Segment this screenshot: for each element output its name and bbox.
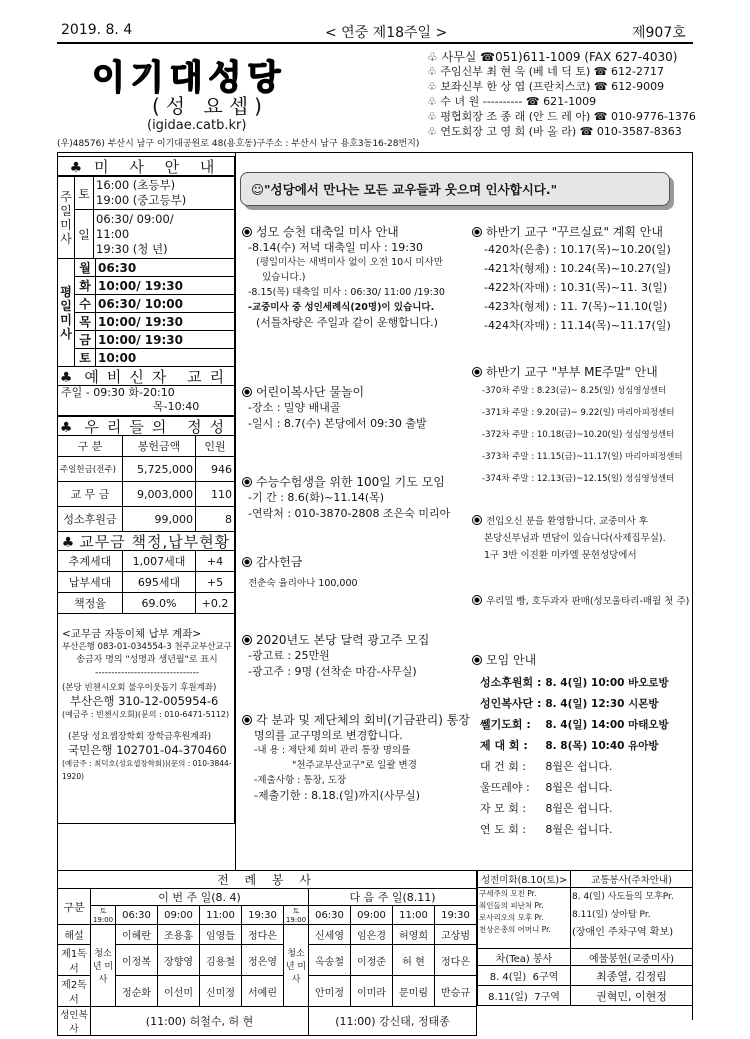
notice-item: 하반기 교구 "부부 ME주말" 안내 -370차 주말 : 8.23(금)~ 8.25(일) 성심영성센터 -371차 주말 : 9.20(금)~ 9.22(일) 마리아피정센터 -372차 주말 : 10.18(금)~10.20(일) 성심영성센터 -373차 주말 : 11.15(금)~11.17(일) 마리아피정센터 -374차 주말 : 12.13(금)~12.15(일) 성심영성센터 [472,364,692,514]
offering-header-category: 구 분 [58,436,123,457]
offering-row-amount: 99,000 [123,507,196,532]
offering-row-count: 110 [196,482,235,507]
weekday-wed-time: 06:30/ 10:00 [96,295,235,313]
dues-row-change: +0.2 [196,593,235,614]
saturday-times: 16:00 (초등부) 19:00 (중고등부) [94,177,235,210]
service-side-table [477,870,693,1006]
bullet-icon [472,227,482,237]
meetings: 모임 안내 성소후원회 : 8. 4(일) 10:00 바오로방 성인복사단 : 8. 4(일) 12:30 시몬방 쎌기도회 : 8. 4(일) 14:00 마태오방 제 대 회 : 8. 8(목) 10:40 유아방 대 건 회 : 8월은 쉽니다. 울뜨레야 : 8월은 쉽니다. 자 모 회 : 8월은 쉽니다. 연 도 회 : 8월은 쉽니다. [472,652,692,840]
sunday-mass-label: 주일미사 [58,177,75,259]
offertory-row: 권혁민, 이현정 [571,986,693,1006]
weekday-tue-time: 10:00/ 19:30 [96,277,235,295]
notice-item: 우리밀 빵, 호두과자 판매(성모울타리-매월 첫 주) [472,594,692,652]
vincent-title: (본당 빈첸시오회 불우이웃돕기 후원계좌) [62,683,217,693]
mass-schedule-table [57,176,235,259]
bullet-icon [472,367,482,377]
weekday-sat: 토 [75,349,96,367]
patron-saint: (성 요셉) [152,94,268,118]
traffic-list: 8. 4(일) 사도들의 모후Pr. 8.11(일) 상아탑 Pr. (장애인 주차구역 확보) [571,888,693,949]
sunday-label: 일 [75,210,94,259]
service-col-label: 구분 [58,889,91,925]
sunday-times: 06:30/ 09:00/ 11:00 19:30 (청 년) [94,210,235,259]
scholarship-account: 국민은행 102701-04-370460 [68,743,227,757]
weekday-fri: 금 [75,331,96,349]
liturgy-service-title: 전 례 봉 사 [58,871,477,889]
offering-row-count: 8 [196,507,235,532]
weekday-thu-time: 10:00/ 19:30 [96,313,235,331]
bullet-icon [242,477,252,487]
autopay-box [57,614,235,824]
autopay-note: 송금자 명의 "성명과 생년월"로 표시 [76,655,218,665]
weekday-mon: 월 [75,259,96,277]
scholarship-title: (본당 성요셉장학회 장학금후원계좌) [68,732,212,742]
dues-row-value: 695세대 [123,572,196,593]
top-bar [57,20,693,44]
notice-item: 수능수험생을 위한 100일 기도 모임 -기 간 : 8.6(화)~11.14(목) -연락처 : 010-3870-2808 조은숙 미리아 [242,474,472,554]
offering-header-amount: 봉헌금액 [123,436,196,457]
contact-pastor: ♧ 주임신부 최 현 욱 (베 네 딕 토) ☎ 612-2717 [427,65,664,78]
greeting-banner: ☺"성당에서 만나는 모든 교우들과 웃으며 인사합시다." [240,172,670,206]
left-sidebar [57,156,235,824]
offering-row-label: 성소후원금 [58,507,123,532]
catechism-title: ♣ 예비신자 교리 [57,366,235,386]
flower-title: 성전미화(8.10(토)> [478,871,571,888]
issue-number: 제907호 [632,25,686,41]
contact-convent: ♧ 수 녀 원 ---------- ☎ 621-1009 [427,95,597,108]
weekday-mon-time: 06:30 [96,259,235,277]
weekday-thu: 목 [75,313,96,331]
tea-row: 8.11(일) 7구역 [478,986,571,1006]
dues-row-value: 69.0% [123,593,196,614]
weekday-sat-time: 10:00 [96,349,235,367]
notice-item: 어린이복사단 물놀이 -장소 : 밀양 배내골 -일시 : 8.7(수) 본당에서 09:30 출발 [242,384,472,474]
autopay-divider: -------------------------------- [95,668,199,678]
offering-header-count: 인원 [196,436,235,457]
notice-item: 감사헌금 전춘숙 율리아나 100,000 [242,554,472,632]
row-label-reading2: 제2독서 [58,976,91,1007]
offering-table [57,435,235,532]
offering-title: ♣ 우리들의 정성 [57,416,235,436]
notice-item: 2020년도 본당 달력 광고주 모집 -광고료 : 25만원 -광고주 : 9명 (선착순 마감-사무실) [242,632,472,712]
bulletin-page [57,20,696,1035]
tea-row: 8. 4(일) 6구역 [478,966,571,986]
contact-council: ♧ 평협회장 조 종 래 (안 드 레 아) ☎ 010-9776-1376 [427,110,696,123]
dues-row-label: 납부세대 [58,572,123,593]
meetings-table: 성소후원회 : 8. 4(일) 10:00 바오로방 성인복사단 : 8. 4(일) 12:30 시몬방 쎌기도회 : 8. 4(일) 14:00 마태오방 제 대 회 : 8. 8(목) 10:40 유아방 대 건 회 : 8월은 쉽니다. 울뜨레야 : 8월은 쉽니다. 자 모 회 : 8월은 쉽니다. 연 도 회 : 8월은 쉽니다. [480,675,669,836]
traffic-title: 교통봉사(주차안내) [571,871,693,888]
notice-item: 전입오신 분을 환영합니다. 교중미사 후 본당신부님과 면담이 있습니다(사제집무실). 1구 3반 이진환 미카엘 문현성당에서 [472,514,692,594]
bullet-icon [472,655,482,665]
catechism-times: 주일 - 09:30 화-20:10 목-10:40 [57,386,235,416]
offering-row-amount: 9,003,000 [123,482,196,507]
weekday-wed: 수 [75,295,96,313]
parish-name: 이기대성당 [92,58,287,98]
notice-item: 성모 승천 대축일 미사 안내 -8.14(수) 저녁 대축일 미사 : 19:30 (평일미사는 새벽미사 없이 오전 10시 미사만 있습니다.) -8.15(목) 대축일 미사 : 06:30/ 11:00 /19:30 -교중미사 중 성인세례식(20명)이 있습니다. (서틀차량은 주일과 같이 운행합니다.) [242,224,472,354]
weekday-mass-label: 평일미사 [58,259,75,367]
notice-column-left [242,224,472,803]
row-label-reading1: 제1독서 [58,945,91,976]
offering-row-label: 교 무 금 [58,482,123,507]
contact-assistant: ♧ 보좌신부 한 상 엽 (프란치스코) ☎ 612-9009 [427,80,665,93]
dues-row-change: +5 [196,572,235,593]
vincent-owner: (예금주 : 빈첸시오회)(문의 : 010-6471-5112) [62,710,230,719]
liturgy-service-table: 전 례 봉 사 구분 이 번 주 일(8. 4) 다 음 주 일(8.11) 토19:00 06:30 09:00 11:00 19:30 토19:00 06:30 09:00 11:00 19:30 해설 청소년 미사 이혜란 조용홍 임영들 정다은 청소년 미사 신세영 임은경 허영희 고상범 제1독서 이정복 장향영 김용철 정은영 옥송철 이정준 허 현 정다은 제2독서 정순화 이선미 신미정 서예린 안미정 이미라 문미림 반승규 성인복사 (11:00) 허철수, 허 현 (11:00) 강신태, 정태종 [57,870,477,1036]
bullet-icon [242,227,252,237]
youth-mass-label: 청소년 미사 [91,925,116,1007]
scholarship-owner: (예금주 : 최덕호(성요셉장학회))(문의 : 010-3844-1920) [62,759,232,781]
contact-office: ♧ 사무실 ☎051)611-1009 (FAX 627-4030) [427,50,678,64]
parish-address: (우)48576) 부산시 남구 이기대공원로 48(용호동)구주소 : 부산시 남구 용호3동16-28번지) [57,139,420,149]
notice-item: 각 분과 및 제단체의 회비(기금관리) 통장 명의를 교구명의로 변경합니다. -내 용 : 제단체 회비 관리 통장 명의를 "천주교부산교구"로 일괄 변경 -제출사항 : 통장, 도장 -제출기한 : 8.18.(일)까지(사무실) [242,712,472,803]
server-next-week: (11:00) 강신태, 정태종 [309,1007,477,1036]
club-icon: ♣ [69,160,91,176]
offering-row-amount: 5,725,000 [123,457,196,482]
youth-mass-label: 청소년 미사 [284,925,309,1007]
issue-date: 2019. 8. 4 [61,22,133,38]
saturday-label: 토 [75,177,94,210]
tea-title: 차(Tea) 봉사 [478,949,571,966]
autopay-account: 부산은행 083-01-034554-3 천주교부산교구 [62,642,232,652]
bullet-icon [242,715,252,725]
dues-row-value: 1,007세대 [123,551,196,572]
server-this-week: (11:00) 허철수, 허 현 [91,1007,309,1036]
weekday-fri-time: 10:00/ 19:30 [96,331,235,349]
notice-column-right [472,224,692,840]
bullet-icon [242,635,252,645]
this-week-label: 이 번 주 일(8. 4) [91,889,309,906]
bullet-icon [242,387,252,397]
dues-table [57,550,235,614]
website[interactable]: (igidae.catb.kr) [147,118,247,133]
bullet-icon [472,515,482,525]
bullet-icon [242,557,252,567]
bullet-icon [472,595,482,605]
liturgical-week: < 연중 제18주일 > [325,25,448,41]
dues-row-label: 책정율 [58,593,123,614]
offering-row-label: 주일헌금(전주) [58,457,123,482]
contact-list [427,48,696,138]
notice-item: 하반기 교구 "꾸르실료" 계획 안내 -420차(은총) : 10.17(목)~10.20(일) -421차(형제) : 10.24(목)~10.27(일) -422차(자매) : 10.31(목)~11. 3(일) -423차(형제) : 11. 7(목)~11.10(일) -424차(자매) : 11.14(목)~11.17(일) [472,224,692,364]
offertory-row: 최종열, 김정림 [571,966,693,986]
weekday-mass-table [57,258,235,367]
dues-row-label: 추계세대 [58,551,123,572]
offertory-title: 예물봉헌(교중미사) [571,949,693,966]
autopay-title: <교무금 자동이체 납부 계좌> [62,628,202,640]
row-label-commentary: 해설 [58,925,91,945]
weekday-tue: 화 [75,277,96,295]
flower-list: 구세주의 모친 Pr. 죄인들의 피난처 Pr. 로사리오의 모후 Pr. 천상은총의 어머니 Pr. [478,888,571,949]
contact-yeondo: ♧ 연도회장 고 영 희 (바 올 라) ☎ 010-3587-8363 [427,125,682,138]
dues-title: ♣ 교무금 책정,납부현황 [57,531,235,551]
dues-row-change: +4 [196,551,235,572]
row-label-server: 성인복사 [58,1007,91,1036]
offering-row-count: 946 [196,457,235,482]
vincent-account: 부산은행 310-12-005954-6 [70,694,219,708]
next-week-label: 다 음 주 일(8.11) [309,889,477,906]
mass-section-title: ♣ 미 사 안 내 [57,156,235,176]
club-icon: ♣ [61,535,76,551]
club-icon: ♣ [59,420,81,436]
club-icon: ♣ [59,370,81,386]
